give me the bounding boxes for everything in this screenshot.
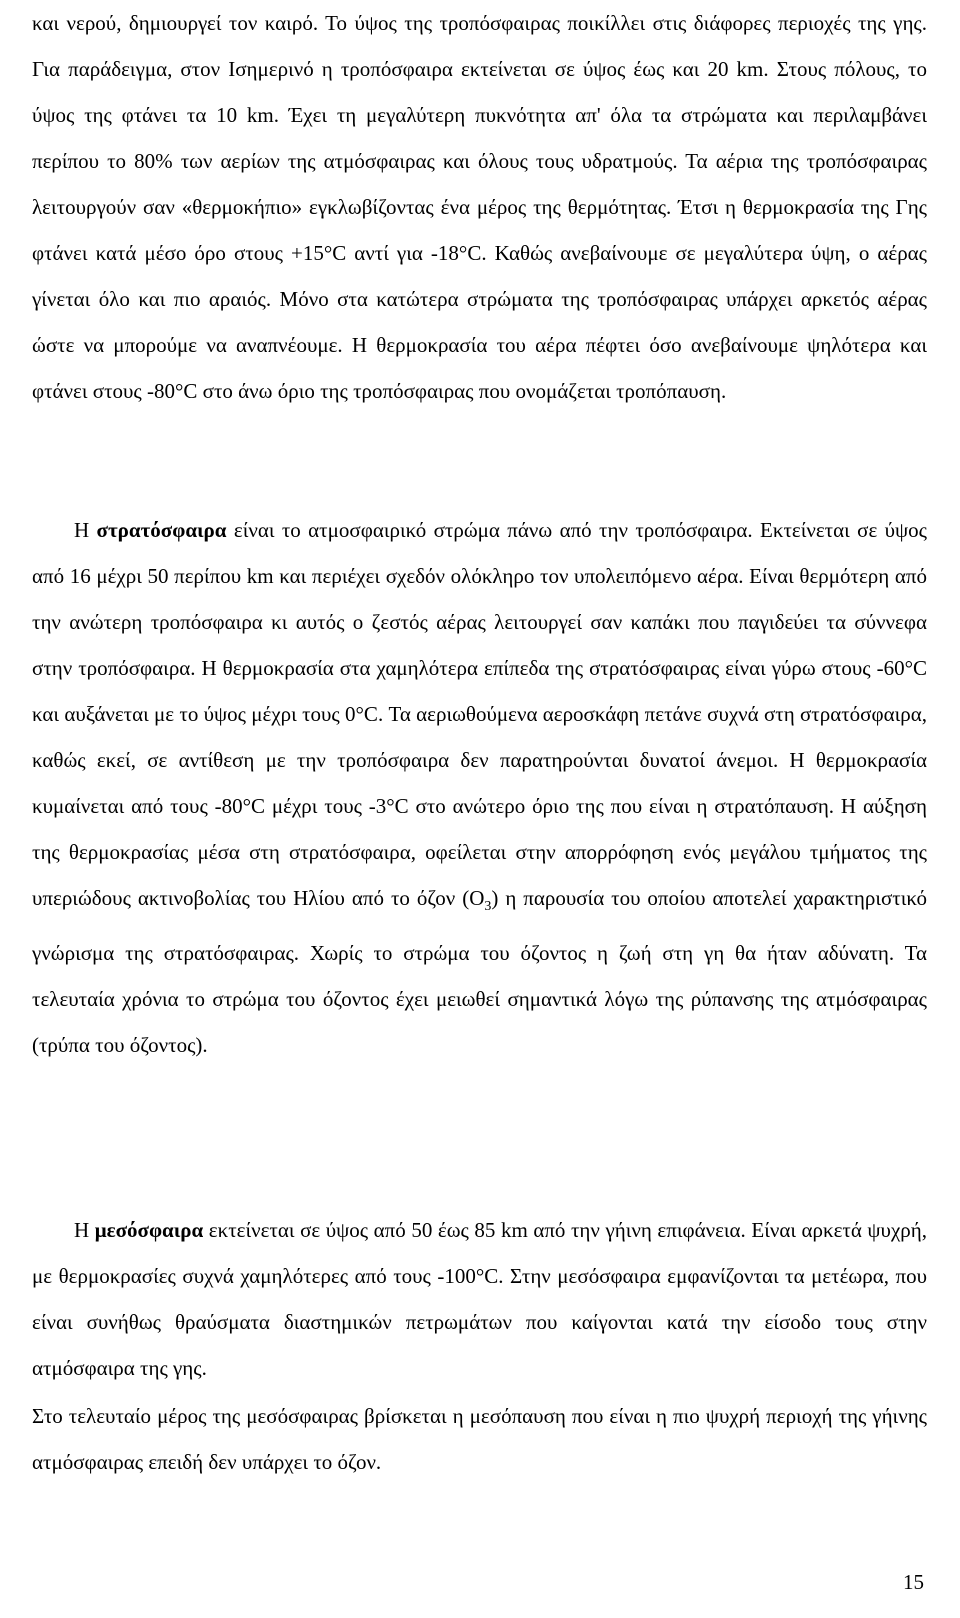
paragraph-stratosphere [32, 507, 927, 1068]
term-stratosphere: στρατόσφαιρα [96, 518, 227, 542]
page-number: 15 [903, 1570, 924, 1594]
paragraph-prefix: Η [74, 1218, 95, 1242]
paragraph-prefix: Η [74, 518, 97, 542]
paragraph-text: είναι το ατμοσφαιρικό στρώμα πάνω από την τροπόσφαιρα. Εκτείνεται σε ύψος από 16 μέχρι 50 περίπου km και περιέχει σχεδόν ολόκληρο τον υπολειπόμενο αέρα. Είναι θερμότερη από την ανώτερη τροπόσφαιρα κι αυτός ο ζεστός αέρας λειτουργεί σαν καπάκι που παγιδεύει τα σύννεφα στην τροπόσφαιρα. Η θερμοκρασία στα χαμηλότερα επίπεδα της στρατόσφαιρας είναι γύρω στους -60°C και αυξάνεται με το ύψος μέχρι τους 0°C. Τα αεριωθούμενα αεροσκάφη πετάνε συχνά στη στρατόσφαιρα, καθώς εκεί, σε αντίθεση με την τροπόσφαιρα δεν παρατηρούνται δυνατοί άνεμοι. Η θερμοκρασία κυμαίνεται από τους -80°C μέχρι τους -3°C στο ανώτερο όριο της που είναι η στρατόπαυση. Η αύξηση της θερμοκρασίας μέσα στη στρατόσφαιρα, οφείλεται στην απορρόφηση ενός μεγάλου τμήματος της υπεριώδους ακτινοβολίας του Ηλίου από το όζον (O [32, 518, 927, 910]
term-mesosphere: μεσόσφαιρα [94, 1218, 204, 1242]
paragraph-text: εκτείνεται σε ύψος από 50 έως 85 km από την γήινη επιφάνεια. Είναι αρκετά ψυχρή, με θερμοκρασίες συχνά χαμηλότερες από τους -100°C. Στην μεσόσφαιρα εμφανίζονται τα μετέωρα, που είναι συνήθως θραύσματα διαστημικών πετρωμάτων που καίγονται κατά την είσοδο τους στην ατμόσφαιρα της γης. [32, 1218, 927, 1380]
paragraph-mesosphere [32, 1207, 927, 1391]
paragraph-text: Στο τελευταίο μέρος της μεσόσφαιρας βρίσκεται η μεσόπαυση που είναι η πιο ψυχρή περιοχή της γήινης ατμόσφαιρας επειδή δεν υπάρχει το όζον. [32, 1404, 927, 1474]
paragraph-text: και νερού, δημιουργεί τον καιρό. Το ύψος της τροπόσφαιρας ποικίλλει στις διάφορες περιοχές της γης. Για παράδειγμα, στον Ισημερινό η τροπόσφαιρα εκτείνεται σε ύψος έως και 20 km. Στους πόλους, το ύψος της φτάνει τα 10 km. Έχει τη μεγαλύτερη πυκνότητα απ' όλα τα στρώματα και περιλαμβάνει περίπου το 80% των αερίων της ατμόσφαιρας και όλους τους υδρατμούς. Τα αέρια της τροπόσφαιρας λειτουργούν σαν «θερμοκήπιο» εγκλωβίζοντας ένα μέρος της θερμότητας. Έτσι η θερμοκρασία της Γης φτάνει κατά μέσο όρο στους +15°C αντί για -18°C. Καθώς ανεβαίνουμε σε μεγαλύτερα ύψη, ο αέρας γίνεται όλο και πιο αραιός. Μόνο στα κατώτερα στρώματα της τροπόσφαιρας υπάρχει αρκετός αέρας ώστε να μπορούμε να αναπνέουμε. Η θερμοκρασία του αέρα πέφτει όσο ανεβαίνουμε ψηλότερα και φτάνει στους -80°C στο άνω όριο της τροπόσφαιρας που ονομάζεται τροπόπαυση. [32, 11, 927, 403]
paragraph-text-continued: ) η παρουσία του οποίου αποτελεί χαρακτηριστικό γνώρισμα της στρατόσφαιρας. Χωρίς το στρώμα του όζοντος η ζωή στη γη θα ήταν αδύνατη. Τα τελευταία χρόνια το στρώμα του όζοντος έχει μειωθεί σημαντικά λόγω της ρύπανσης της ατμόσφαιρας (τρύπα του όζοντος). [32, 886, 927, 1058]
ozone-subscript: 3 [484, 899, 492, 915]
paragraph-troposphere [32, 0, 927, 414]
paragraph-mesopause [32, 1393, 927, 1485]
